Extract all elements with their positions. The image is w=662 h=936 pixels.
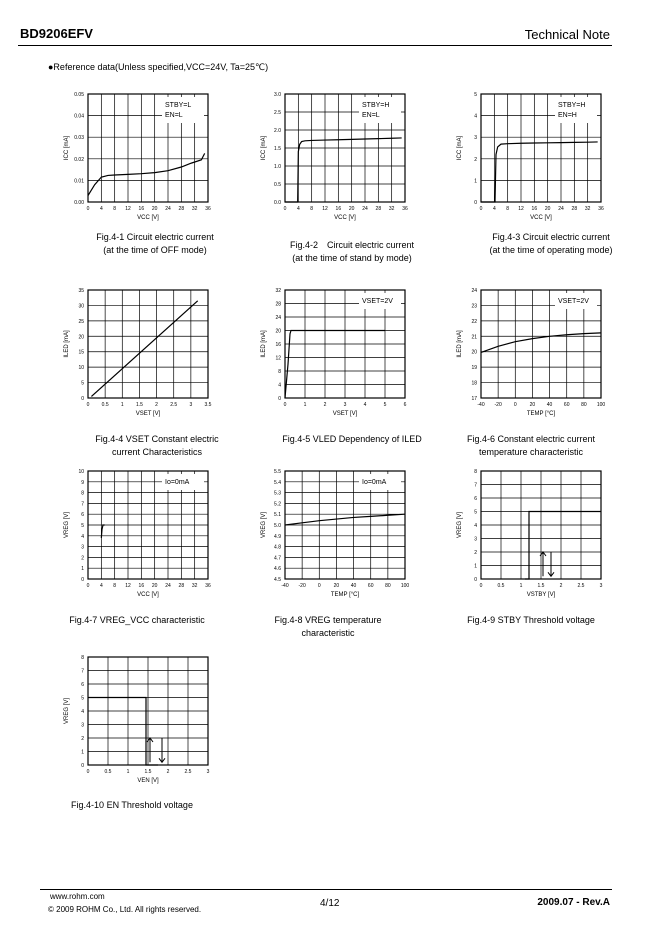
x-tick-label: 6 xyxy=(403,402,407,408)
y-tick-label: 4.6 xyxy=(274,566,281,573)
x-tick-label: 0.5 xyxy=(497,583,505,589)
chart-vset-iled xyxy=(55,278,255,428)
y-tick-label: 2 xyxy=(81,736,84,742)
x-tick-label: 16 xyxy=(138,583,145,589)
x-tick-label: 0 xyxy=(86,402,90,408)
x-tick-label: 2 xyxy=(166,769,170,775)
x-tick-label: 2 xyxy=(323,402,327,408)
y-tick-label: 16 xyxy=(275,342,281,348)
y-tick-label: 4 xyxy=(474,113,477,120)
y-tick-label: 10 xyxy=(78,365,84,372)
chart-svg xyxy=(252,459,452,609)
x-tick-label: 5 xyxy=(383,402,387,408)
x-tick-label: 28 xyxy=(178,206,185,212)
x-tick-label: 20 xyxy=(151,583,158,589)
y-tick-label: 18 xyxy=(471,380,477,387)
y-tick-label: 5 xyxy=(81,695,84,702)
chart-vled-iled xyxy=(252,278,452,428)
annotation-text: EN=H xyxy=(558,112,577,119)
y-tick-label: 0.02 xyxy=(74,156,84,163)
y-tick-label: 0.03 xyxy=(74,135,84,142)
y-tick-label: 5 xyxy=(474,509,477,516)
chart-icc-off-mode xyxy=(55,82,255,232)
x-tick-label: 3.5 xyxy=(204,402,212,408)
x-tick-label: 1 xyxy=(519,583,523,589)
y-tick-label: 4.9 xyxy=(274,533,281,540)
y-tick-label: 28 xyxy=(275,301,281,308)
x-axis-label: TEMP [°C] xyxy=(330,592,360,598)
x-tick-label: 0 xyxy=(86,583,90,589)
x-tick-label: 28 xyxy=(571,206,578,212)
x-tick-label: 12 xyxy=(518,206,524,212)
y-tick-label: 3 xyxy=(81,544,84,551)
y-tick-label: 3 xyxy=(474,135,477,142)
x-axis-label: VEN [V] xyxy=(137,778,159,784)
figure-caption-4-1 xyxy=(55,231,255,257)
x-tick-label: 80 xyxy=(581,402,587,408)
x-tick-label: 12 xyxy=(322,206,328,212)
x-tick-label: 4 xyxy=(363,402,367,408)
x-tick-label: 16 xyxy=(138,206,145,212)
plot-frame xyxy=(88,290,208,398)
x-tick-label: 0 xyxy=(317,583,321,589)
x-tick-label: 2.5 xyxy=(170,402,178,408)
x-tick-label: 0 xyxy=(479,206,483,212)
x-tick-label: 12 xyxy=(125,206,131,212)
x-tick-label: 8 xyxy=(113,583,117,589)
data-series-line xyxy=(481,142,598,202)
chart-svg xyxy=(252,82,452,232)
y-tick-label: 24 xyxy=(275,315,281,321)
x-tick-label: 32 xyxy=(584,206,591,212)
chart-svg xyxy=(55,82,255,232)
x-tick-label: 100 xyxy=(596,402,606,408)
y-tick-label: 30 xyxy=(78,303,84,310)
x-tick-label: 1.5 xyxy=(537,583,545,589)
data-series-line xyxy=(285,138,402,202)
document-type: Technical Note xyxy=(524,27,610,42)
y-tick-label: 0.04 xyxy=(74,113,84,120)
y-tick-label: 0 xyxy=(474,200,477,206)
x-tick-label: 20 xyxy=(151,206,158,212)
x-tick-label: 20 xyxy=(348,206,355,212)
y-tick-label: 6 xyxy=(81,512,84,519)
chart-icc-standby-mode xyxy=(252,82,452,232)
section-title: ●Reference data(Unless specified,VCC=24V, Ta=25℃) xyxy=(48,62,269,72)
y-axis-label: VREG [V] xyxy=(64,697,70,725)
y-tick-label: 23 xyxy=(471,303,477,310)
chart-vreg-vcc xyxy=(55,459,255,609)
x-tick-label: 24 xyxy=(165,206,171,212)
annotation-text: EN=L xyxy=(165,112,183,119)
x-tick-label: 8 xyxy=(113,206,117,212)
y-tick-label: 3 xyxy=(81,722,84,729)
x-tick-label: 100 xyxy=(400,583,410,589)
x-axis-label: VCC [V] xyxy=(137,592,159,598)
y-tick-label: 5.1 xyxy=(274,512,281,519)
y-tick-label: 1.0 xyxy=(274,164,281,170)
y-tick-label: 5.2 xyxy=(274,501,281,508)
y-tick-label: 0.5 xyxy=(274,182,281,188)
y-tick-label: 8 xyxy=(81,655,84,661)
y-tick-label: 5.3 xyxy=(274,490,281,497)
y-tick-label: 4.8 xyxy=(274,544,281,551)
y-tick-label: 0 xyxy=(474,577,477,583)
x-tick-label: 8 xyxy=(310,206,314,212)
x-tick-label: 4 xyxy=(99,206,103,212)
y-axis-label: ICC [mA] xyxy=(261,135,267,161)
y-tick-label: 6 xyxy=(81,682,84,688)
y-tick-label: 8 xyxy=(474,469,477,475)
x-tick-label: 3 xyxy=(189,402,193,408)
y-tick-label: 4.5 xyxy=(274,577,281,583)
y-tick-label: 0 xyxy=(81,577,84,583)
y-axis-label: ICC [mA] xyxy=(64,135,70,161)
page-number: 4/12 xyxy=(320,898,340,909)
x-tick-label: 0 xyxy=(513,402,517,408)
x-tick-label: 2.5 xyxy=(577,583,585,589)
x-tick-label: 1 xyxy=(303,402,307,408)
x-tick-label: 2.5 xyxy=(184,769,192,775)
y-tick-label: 20 xyxy=(275,328,281,335)
annotation-text: STBY=H xyxy=(558,102,586,109)
chart-svg xyxy=(448,82,648,232)
x-axis-label: VSET [V] xyxy=(135,411,161,417)
chart-vreg-temperature xyxy=(252,459,452,609)
y-tick-label: 8 xyxy=(81,490,84,497)
caption-line: Fig.4-3 Circuit electric current xyxy=(492,232,610,242)
y-tick-label: 1 xyxy=(81,566,84,573)
x-tick-label: 16 xyxy=(531,206,538,212)
x-tick-label: 36 xyxy=(205,206,211,212)
figure-caption-4-6 xyxy=(411,433,651,459)
caption-line: (at the time of operating mode) xyxy=(489,245,613,255)
y-tick-label: 6 xyxy=(474,496,477,502)
x-tick-label: 3 xyxy=(206,769,210,775)
x-tick-label: 0 xyxy=(283,402,287,408)
caption-line: temperature characteristic xyxy=(478,447,584,457)
data-series-line xyxy=(285,331,385,399)
chart-stby-threshold xyxy=(448,459,648,609)
y-tick-label: 5.0 xyxy=(274,523,281,529)
y-tick-label: 35 xyxy=(78,288,84,294)
annotation-text: STBY=H xyxy=(362,102,390,109)
y-tick-label: 12 xyxy=(275,355,281,362)
data-series-line xyxy=(88,698,158,766)
y-tick-label: 1 xyxy=(81,749,84,756)
x-tick-label: 8 xyxy=(506,206,510,212)
y-tick-label: 5 xyxy=(81,523,84,529)
y-tick-label: 0.01 xyxy=(74,178,84,185)
y-axis-label: VREG [V] xyxy=(64,511,70,539)
x-tick-label: -40 xyxy=(281,583,289,589)
x-tick-label: 20 xyxy=(333,583,340,589)
annotation-text: VSET=2V xyxy=(558,298,589,305)
y-tick-label: 0.00 xyxy=(74,200,84,206)
chart-iled-temperature xyxy=(448,278,648,428)
y-tick-label: 2.5 xyxy=(274,110,281,116)
x-tick-label: 3 xyxy=(343,402,347,408)
y-tick-label: 25 xyxy=(78,318,84,325)
y-tick-label: 7 xyxy=(81,501,84,508)
data-series-line xyxy=(88,153,205,195)
x-tick-label: 0.5 xyxy=(101,402,109,408)
y-tick-label: 10 xyxy=(78,469,84,475)
data-series-line xyxy=(91,301,197,397)
y-tick-label: 0.0 xyxy=(274,200,281,206)
y-tick-label: 2 xyxy=(474,550,477,556)
x-tick-label: 40 xyxy=(350,583,357,589)
x-tick-label: 0 xyxy=(86,206,90,212)
annotation-text: Io=0mA xyxy=(165,479,190,486)
caption-line: Fig.4-4 VSET Constant electric xyxy=(95,434,219,444)
x-tick-label: 32 xyxy=(191,206,198,212)
caption-line: Fig.4-1 Circuit electric current xyxy=(96,232,214,242)
x-axis-label: TEMP [°C] xyxy=(526,411,556,417)
y-tick-label: 32 xyxy=(275,288,281,294)
y-axis-label: ILED [mA] xyxy=(64,330,70,358)
caption-line: Fig.4-5 VLED Dependency of ILED xyxy=(282,434,422,444)
x-tick-label: 0 xyxy=(479,583,483,589)
chart-svg xyxy=(448,459,648,609)
y-axis-label: VREG [V] xyxy=(261,511,267,539)
figure-caption-4-10 xyxy=(12,799,252,812)
y-axis-label: ILED [mA] xyxy=(261,330,267,358)
x-axis-label: VCC [V] xyxy=(530,215,552,221)
header-divider xyxy=(18,45,612,46)
y-axis-label: VREG [V] xyxy=(457,511,463,539)
x-tick-label: 32 xyxy=(191,583,198,589)
y-tick-label: 5 xyxy=(474,92,477,98)
x-tick-label: 24 xyxy=(165,583,171,589)
y-tick-label: 5.5 xyxy=(274,469,281,475)
revision-date: 2009.07 - Rev.A xyxy=(537,897,610,908)
x-tick-label: 20 xyxy=(544,206,551,212)
y-tick-label: 4.7 xyxy=(274,555,281,562)
y-tick-label: 7 xyxy=(81,668,84,675)
y-tick-label: 2.0 xyxy=(274,128,281,134)
y-tick-label: 20 xyxy=(78,334,84,341)
x-tick-label: 24 xyxy=(558,206,564,212)
down-arrow-icon xyxy=(548,552,554,576)
annotation-text: Io=0mA xyxy=(362,479,387,486)
annotation-text: STBY=L xyxy=(165,102,192,109)
chart-svg xyxy=(55,278,255,428)
x-tick-label: -20 xyxy=(298,583,306,589)
x-tick-label: 60 xyxy=(563,402,570,408)
chart-svg xyxy=(252,278,452,428)
y-tick-label: 1 xyxy=(474,563,477,570)
caption-line: current Characteristics xyxy=(111,447,203,457)
footer-url[interactable]: www.rohm.com xyxy=(50,892,105,901)
y-tick-label: 7 xyxy=(474,482,477,489)
x-tick-label: 28 xyxy=(375,206,382,212)
caption-line: Fig.4-8 VREG temperature xyxy=(274,615,382,625)
y-tick-label: 0.05 xyxy=(74,92,84,98)
footer-copyright: © 2009 ROHM Co., Ltd. All rights reserved. xyxy=(48,905,202,914)
x-tick-label: -40 xyxy=(477,402,485,408)
chart-svg xyxy=(55,459,255,609)
x-tick-label: 28 xyxy=(178,583,185,589)
y-tick-label: 4 xyxy=(278,382,281,389)
caption-line: characteristic xyxy=(301,628,355,638)
x-tick-label: 80 xyxy=(385,583,391,589)
caption-line: Fig.4-10 EN Threshold voltage xyxy=(71,800,193,810)
y-tick-label: 24 xyxy=(471,288,477,294)
x-tick-label: 1 xyxy=(120,402,124,408)
data-series-line xyxy=(525,512,601,580)
y-tick-label: 0 xyxy=(81,396,84,402)
x-tick-label: 4 xyxy=(492,206,496,212)
y-tick-label: 15 xyxy=(78,349,84,356)
x-tick-label: 0 xyxy=(86,769,90,775)
figure-caption-4-9 xyxy=(411,614,651,627)
y-axis-label: ICC [mA] xyxy=(457,135,463,161)
x-tick-label: -20 xyxy=(494,402,502,408)
x-tick-label: 36 xyxy=(402,206,408,212)
x-tick-label: 2 xyxy=(155,402,158,408)
caption-line: (at the time of OFF mode) xyxy=(103,245,207,255)
x-tick-label: 60 xyxy=(367,583,374,589)
x-tick-label: 12 xyxy=(125,583,131,589)
y-tick-label: 17 xyxy=(471,396,477,402)
x-tick-label: 1.5 xyxy=(144,769,152,775)
caption-line: Fig.4-2 Circuit electric current xyxy=(289,240,415,250)
x-tick-label: 32 xyxy=(388,206,395,212)
y-tick-label: 1.5 xyxy=(274,146,281,152)
x-tick-label: 24 xyxy=(362,206,368,212)
caption-line: Fig.4-6 Constant electric current xyxy=(466,434,596,444)
y-tick-label: 4 xyxy=(81,709,84,715)
annotation-box xyxy=(555,97,597,123)
caption-line: Fig.4-7 VREG_VCC characteristic xyxy=(69,615,205,625)
chart-svg xyxy=(55,645,255,795)
figure-caption-4-3 xyxy=(431,231,662,257)
x-tick-label: 4 xyxy=(99,583,103,589)
footer-divider xyxy=(40,889,612,890)
x-tick-label: 36 xyxy=(598,206,604,212)
x-tick-label: 36 xyxy=(205,583,211,589)
y-tick-label: 0 xyxy=(278,396,281,402)
data-series-line xyxy=(481,333,601,353)
x-axis-label: VSTBY [V] xyxy=(526,592,556,598)
y-tick-label: 4 xyxy=(474,523,477,529)
y-tick-label: 5.4 xyxy=(274,479,281,486)
y-tick-label: 21 xyxy=(471,334,477,341)
y-tick-label: 2 xyxy=(474,156,477,163)
down-arrow-icon xyxy=(159,738,165,762)
x-axis-label: VCC [V] xyxy=(137,215,159,221)
y-tick-label: 4 xyxy=(81,533,84,540)
x-tick-label: 1.5 xyxy=(135,402,143,408)
annotation-text: EN=L xyxy=(362,112,380,119)
x-tick-label: 3 xyxy=(599,583,603,589)
annotation-box xyxy=(359,97,401,123)
y-tick-label: 1 xyxy=(474,178,477,185)
y-tick-label: 22 xyxy=(471,318,477,325)
chart-icc-operating-mode xyxy=(448,82,648,232)
x-tick-label: 2 xyxy=(559,583,563,589)
x-tick-label: 0 xyxy=(283,206,287,212)
caption-line: (at the time of stand by mode) xyxy=(292,253,412,263)
y-tick-label: 19 xyxy=(471,365,477,372)
x-axis-label: VSET [V] xyxy=(332,411,358,417)
x-tick-label: 40 xyxy=(546,402,553,408)
y-tick-label: 3 xyxy=(474,536,477,543)
y-tick-label: 20 xyxy=(471,349,477,356)
x-axis-label: VCC [V] xyxy=(334,215,356,221)
annotation-box xyxy=(162,97,204,123)
y-tick-label: 9 xyxy=(81,479,84,486)
x-tick-label: 4 xyxy=(296,206,300,212)
x-tick-label: 16 xyxy=(335,206,342,212)
x-tick-label: 1 xyxy=(126,769,130,775)
x-tick-label: 20 xyxy=(529,402,536,408)
x-tick-label: 0.5 xyxy=(104,769,112,775)
y-axis-label: ILED [mA] xyxy=(457,330,463,358)
chart-svg xyxy=(448,278,648,428)
y-tick-label: 2 xyxy=(81,555,84,562)
annotation-text: VSET=2V xyxy=(362,298,393,305)
y-tick-label: 0 xyxy=(81,763,84,769)
data-series-line xyxy=(285,514,405,525)
y-tick-label: 8 xyxy=(278,369,281,375)
chart-en-threshold xyxy=(55,645,255,795)
caption-line: Fig.4-9 STBY Threshold voltage xyxy=(467,615,595,625)
y-tick-label: 5 xyxy=(81,380,84,387)
part-number: BD9206EFV xyxy=(20,26,93,41)
y-tick-label: 3.0 xyxy=(274,92,281,98)
